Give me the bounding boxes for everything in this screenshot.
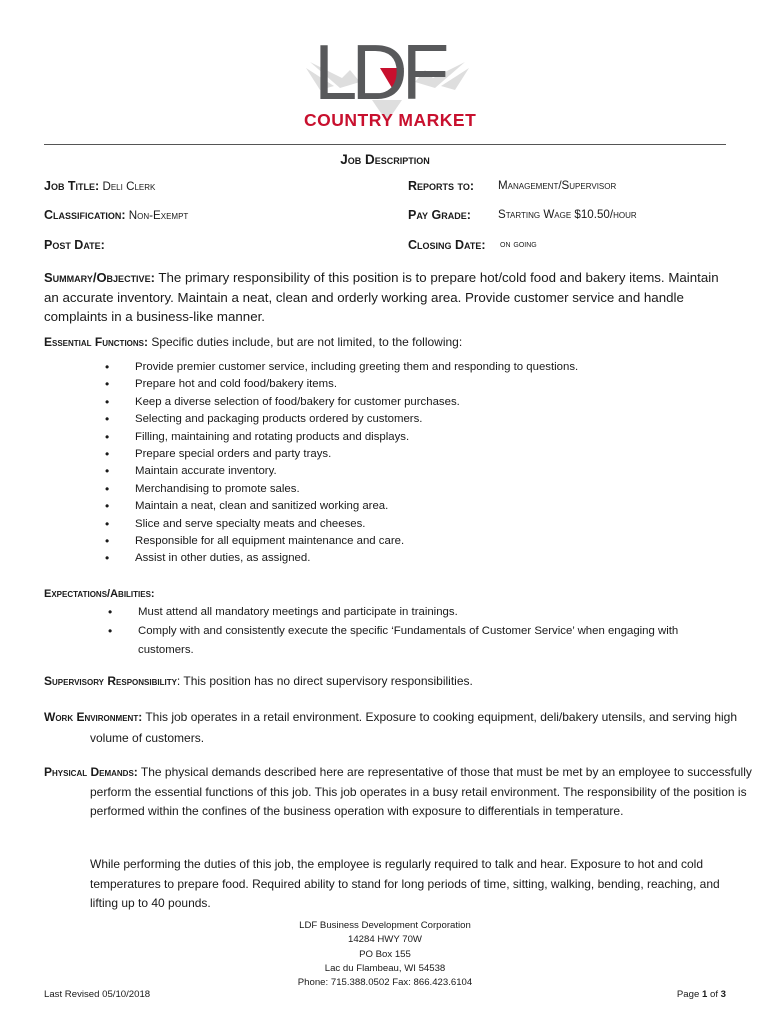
classification-label: Classification: [44,208,126,222]
list-item: • Maintain accurate inventory. [105,463,725,480]
summary-label: Summary/Objective: [44,270,155,285]
summary-text: The primary responsibility of this position is to prepare hot/cold food and bakery items. Maintain an accurate inventory. Maintain a neat, clean and orderly working area. Provide customer service and handle complaints in a business-like manner. [44,270,719,324]
document-title: Job Description [340,152,430,167]
list-item: • Filling, maintaining and rotating products and displays. [105,429,725,446]
job-title-field [44,179,155,193]
work-environment-section [44,707,770,748]
list-item: • Assist in other duties, as assigned. [105,550,725,567]
essential-functions-heading [44,333,734,353]
list-item: • Selecting and packaging products ordered by customers. [105,411,725,428]
last-revised: Last Revised 05/10/2018 [44,989,151,1000]
list-item: • Maintain a neat, clean and sanitized working area. [105,498,725,515]
reports-to-value-field [498,179,616,192]
essential-functions-list [105,359,725,568]
list-item: • Provide premier customer service, including greeting them and responding to questions. [105,359,725,376]
closing-date-label: Closing Date: [408,238,486,252]
footer-city: Lac du Flambeau, WI 54538 [324,962,446,974]
page-of: of [707,989,721,1000]
footer-address-line-1: 14284 HWY 70W [348,934,422,946]
essential-functions-intro: Specific duties include, but are not limited, to the following: [148,335,463,349]
page-total: 3 [720,989,726,1000]
list-item: • Must attend all mandatory meetings and participate in trainings. [108,603,720,622]
classification-field [44,208,188,222]
ldf-logo [300,30,475,130]
expectations-heading [44,585,155,605]
classification-value: Non-Exempt [128,209,189,222]
job-title-value: Deli Clerk [102,180,156,193]
page-current: 1 [701,989,708,1000]
essential-functions-label: Essential Functions: [44,335,148,349]
list-item: • Merchandising to promote sales. [105,481,725,498]
logo-wordmark: LDF [314,28,444,116]
supervisory-text: : This position has no direct supervisory responsibilities. [176,674,473,688]
post-date-field [44,238,105,252]
reports-to-label-field [408,179,474,193]
expectations-label: Expectations/Abilities: [44,588,155,600]
list-item: • Slice and serve specialty meats and cheeses. [105,516,725,533]
list-item: • Comply with and consistently execute the specific ‘Fundamentals of Customer Service’ when engaging with customers. [108,622,720,660]
page-number [640,989,726,1000]
pay-grade-value: Starting Wage $10.50/hour [498,208,637,221]
work-environment-label: Work Environment: [44,710,143,724]
work-environment-text: This job operates in a retail environment. Exposure to cooking equipment, deli/bakery utensils, and serving high volume of customers. [90,710,738,745]
reports-to-label: Reports to: [408,179,475,193]
physical-demands-label: Physical Demands: [44,765,138,779]
footer-address-line-2: PO Box 155 [359,948,411,960]
closing-date-value-field [500,239,537,250]
footer-org: LDF Business Development Corporation [299,920,471,931]
job-title-label: Job Title: [44,179,100,193]
post-date-label: Post Date: [44,238,105,252]
closing-date-value: on going [500,239,537,250]
pay-grade-value-field [498,208,637,221]
supervisory-label: Supervisory Responsibility [44,674,177,688]
pay-grade-label: Pay Grade: [408,208,471,222]
header-divider [44,144,726,145]
list-item: • Responsible for all equipment maintenance and care. [105,533,725,550]
list-item: • Prepare special orders and party trays. [105,446,725,463]
summary-section [44,268,734,327]
page-prefix: Page [676,989,702,1000]
logo-subtitle: COUNTRY MARKET [304,110,477,130]
physical-demands-section [44,763,770,822]
physical-demands-text: The physical demands described here are representative of those that must be met by an employee to successfully perform the essential functions of this job. This job operates in a busy retail environment. The responsibility of the position is performed within the confines of the business operation with exposure to differentials in temperature. [90,765,752,818]
footer-address-block [0,919,770,990]
closing-date-label-field [408,238,486,252]
expectations-list [108,603,720,660]
list-item: • Keep a diverse selection of food/bakery for customer purchases. [105,394,725,411]
footer-phone: Phone: 715.388.0502 Fax: 866.423.6104 [297,977,473,989]
list-item: • Prepare hot and cold food/bakery items. [105,376,725,393]
pay-grade-label-field [408,208,471,222]
supervisory-section [44,672,734,692]
reports-to-value: Management/Supervisor [498,179,617,192]
physical-demands-paragraph-2: While performing the duties of this job, the employee is regularly required to talk and hear. Exposure to hot and cold temperatures to prepare food. Required ability to stand for long periods of time, sitting, walking, bending, reaching, and lifting up to 40 pounds. [90,857,720,910]
